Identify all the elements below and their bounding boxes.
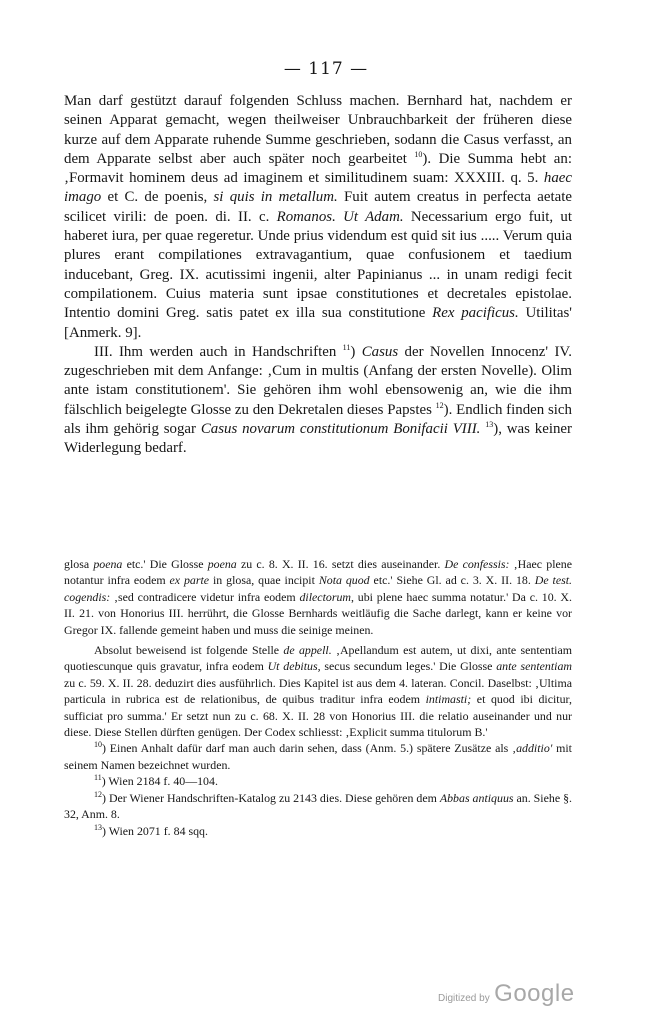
text-run: glosa (64, 557, 94, 571)
footnote-continuation (64, 556, 572, 638)
text-run: ), was keiner Widerlegung bedarf. (64, 421, 572, 457)
italic-text: de appell. (283, 643, 332, 658)
italic-text: dilectorum (299, 589, 351, 604)
italic-text: intimasti; (425, 692, 472, 707)
text-run: ) Wien 2071 f. 84 sqq. (102, 823, 208, 838)
footnote-marker: 13 (94, 822, 102, 832)
italic-text: ante sententiam (496, 659, 572, 674)
text-run: Utilitas' [Anmerk. 9]. (64, 305, 572, 341)
page-number: — 117 — (283, 59, 369, 79)
digitized-by-google-watermark (438, 980, 575, 1008)
text-run: , ubi plene haec summa notatur.' Da c. 10. X. II. 21. von Honorius III. herrührt, die Glosse Bernhards weitläufig die Sache darlegt, kann er keine vor Gregor IX. fallende gemeint haben und muss die seinige meinen. (64, 589, 572, 637)
text-run: in glosa, quae incipit (209, 573, 319, 588)
italic-text: De test. cogendis: (64, 573, 572, 604)
text-run: ) Der Wiener Handschriften-Katalog zu 2143 dies. Diese gehören dem (102, 790, 440, 805)
italic-text: Romanos. Ut Adam. (276, 208, 404, 225)
text-run: et quod ibi dicitur, sufficiat pro summa.' Er setzt nun zu c. 68. X. II. 28 von Honorius III. die relatio auseinander und nur diese. Diese Stellen dürften genügen. Der Codex schliesst: ‚Explicit summa titulorum B.' (64, 692, 573, 740)
footnotes (64, 556, 572, 839)
google-logo: Google (494, 980, 575, 1007)
watermark-prefix: Digitized by (438, 993, 490, 1004)
italic-text: si quis in metallum. (213, 189, 338, 206)
italic-text: poena (207, 557, 237, 571)
text-run: an. Siehe §. 32, Anm. 8. (64, 790, 572, 822)
footnote-marker: 12 (94, 789, 102, 799)
italic-text: Casus (361, 343, 399, 360)
text-run: ). Die Summa hebt an: ‚Formavit hominem deus ad imaginem et similitudinem suam: XXXIII. q. 5. (64, 150, 573, 187)
text-run: et C. de poenis, (101, 189, 214, 206)
footnote-10 (64, 740, 572, 773)
italic-text: Nota quod (318, 573, 370, 588)
text-run: secus secundum leges.' Die Glosse (320, 659, 497, 674)
text-run: etc.' Die Glosse (122, 557, 208, 571)
italic-text: Rex pacificus. (432, 305, 519, 322)
text-run: mit seinem Namen bezeichnet wurden. (64, 741, 572, 772)
text-run: zu c. 8. X. II. 16. setzt dies auseinander. (236, 557, 445, 571)
text-run: ) Wien 2184 f. 40—104. (101, 774, 218, 789)
footnote-marker: 12 (435, 400, 444, 410)
body-paragraph-2 (64, 343, 572, 459)
footnote-13 (64, 823, 572, 839)
text-run: ) Einen Anhalt dafür darf man auch darin sehen, dass (Anm. 5.) spätere Zusätze als (102, 741, 513, 756)
text-run: ‚sed contradicere videtur infra eodem (110, 589, 300, 604)
text-run: der Novellen Innocenz' IV. zugeschrieben mit dem Anfange: ‚Cum in multis (Anfang der ersten Novelle). Olim ante istam constitutionem'. Sie gehören ihm wohl ebensowenig an, wie die ihm fälschlich beigelegte Glosse zu den Dekretalen dieses Papstes (64, 343, 572, 418)
body-paragraph-1 (64, 92, 572, 343)
text-run: Man darf gestützt darauf folgenden Schluss machen. Bernhard hat, nachdem er seinen Apparat gemacht, wegen theilweiser Unbrauchbarkeit der früheren diese kurze auf dem Apparate ruhende Summe geschrieben, sodann die Casus verfasst, an dem Apparate selbst aber auch später noch gearbeitet (64, 93, 572, 167)
footnote-marker: 11 (94, 773, 102, 783)
italic-text: ex parte (169, 573, 210, 588)
footnote-11 (64, 773, 572, 789)
footnote-marker: 13 (485, 420, 494, 430)
italic-text: Ut debitus, (267, 659, 321, 674)
italic-text: poena (93, 557, 123, 571)
text-run: III. Ihm werden auch in Handschriften (94, 343, 343, 360)
italic-text: Casus novarum constitutionum Bonifacii VIII. (200, 421, 481, 438)
text-run: ) (350, 343, 362, 360)
text-run: Necessarium ergo fuit, ut haberet iura, per quae regeretur. Unde prius videndum est quid sit ius ..... Verum quia plures erant compilationes extravagantium, quae confusionem et taedium inducebant, Greg. IX. acutissimi ingenii, alter Papinianus ... in unam redigi fecit compilationem. Cuius materia sunt ipsae constitutiones et decretales epistolae. Intentio domini Greg. satis patet ex illa sua constitutione (64, 208, 572, 322)
text-run: ). Endlich finden sich als ihm gehörig sogar (64, 401, 572, 438)
footnote-12 (64, 790, 572, 823)
italic-text: ‚additio' (512, 741, 553, 756)
text-run: ‚Apellandum est autem, ut dixi, ante sententiam quotiescunque quis gravatur, infra eodem (64, 643, 572, 674)
footnote-marker: 10 (94, 740, 102, 750)
text-run: zu c. 59. X. II. 28. deduzirt dies ausführlich. Dies Kapitel ist aus dem 4. lateran. Concil. Daselbst: ‚Ultima particula in rubrica est de relationibus, de quibus traditur infra eodem (64, 675, 572, 707)
text-run: Absolut beweisend ist folgende Stelle (94, 643, 284, 658)
italic-text: haec imago (64, 170, 572, 206)
main-text (64, 92, 572, 459)
text-run: ‚Haec plene notantur infra eodem (64, 557, 572, 588)
text-run: etc.' Siehe Gl. ad c. 3. X. II. 18. (369, 573, 535, 588)
footnote-marker: 11 (342, 342, 351, 352)
footnote-marker: 10 (414, 149, 423, 159)
text-run: Fuit autem creatus in perfecta aetate scilicet virili: de poen. di. II. c. (64, 189, 572, 225)
italic-text: De confessis: (444, 557, 510, 571)
italic-text: Abbas antiquus (439, 790, 514, 805)
footnote-absolut-paragraph (64, 642, 572, 740)
